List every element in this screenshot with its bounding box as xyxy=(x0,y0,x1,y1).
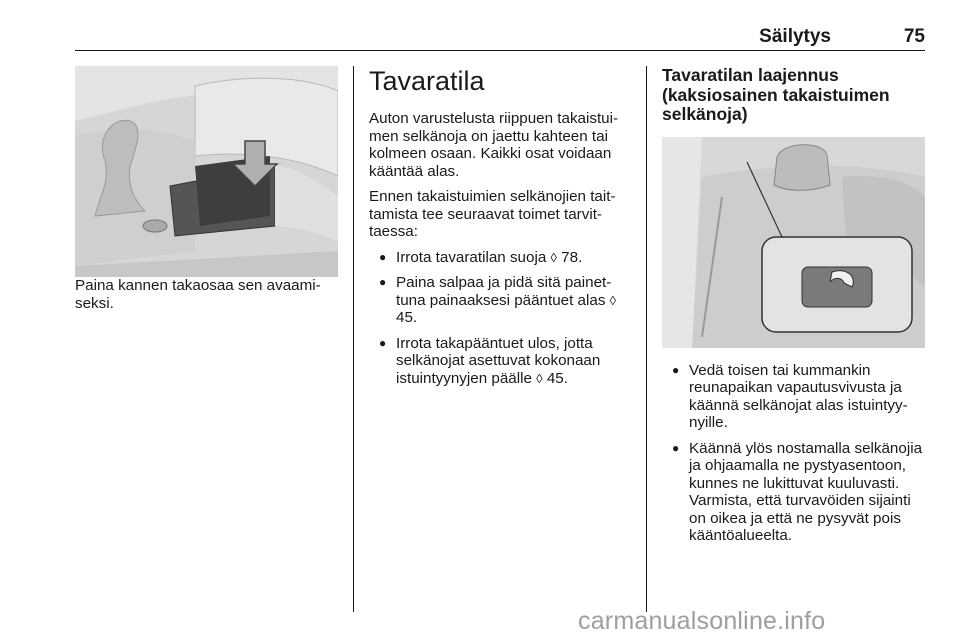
page-number: 75 xyxy=(903,26,925,47)
list-item xyxy=(369,249,633,267)
intro-paragraph: Auton varustelusta riippuen takaistuimen selkänoja on jaettu kahteen tai kolmeen osaan. Kaikki osat voidaan kääntää alas. xyxy=(369,110,619,180)
list-item-text: Käännä ylös nostamalla selkänojia ja ohjaamalla ne pystyasentoon, kunnes ne lukittuvat kuuluvasti. Varmista, että turvavöiden sijainti on oikea ja että ne pysyvät pois kääntöalueelta. xyxy=(689,439,923,544)
page-reference-icon: ◊ xyxy=(609,292,617,308)
bullet-icon: ● xyxy=(672,440,680,455)
header-rule xyxy=(75,50,925,51)
storage-compartment-illustration xyxy=(75,66,338,277)
page-reference-icon: ◊ xyxy=(536,370,543,386)
bullet-icon: ● xyxy=(379,275,387,289)
page-reference[interactable]: 45. xyxy=(396,309,418,326)
section-title: Tavaratila xyxy=(369,66,485,96)
bullet-icon: ● xyxy=(672,362,680,377)
page-reference[interactable]: 78. xyxy=(556,248,583,266)
list-item-text: Paina salpaa ja pidä sitä painettuna painaaksesi pääntuet alas xyxy=(396,274,612,309)
right-column xyxy=(662,66,926,553)
column-divider-1 xyxy=(353,66,354,612)
page-reference[interactable]: 45. xyxy=(542,369,568,387)
lead-paragraph: Ennen takaistuimien selkänojien taittamista tee seuraavat toimet tarvittaessa: xyxy=(369,188,616,240)
figure-caption: Paina kannen takaosaa sen avaamiseksi. xyxy=(75,277,321,312)
list-item xyxy=(662,362,926,432)
subsection-title: Tavaratilan laajennus (kaksiosainen takaistuimen selkänoja) xyxy=(662,65,890,124)
chapter-title: Säilytys xyxy=(759,26,831,47)
list-item-text: Irrota tavaratilan suoja xyxy=(396,248,547,266)
middle-column xyxy=(369,66,633,395)
column-divider-2 xyxy=(646,66,647,612)
list-item xyxy=(369,335,633,388)
instruction-list xyxy=(662,362,926,545)
preparation-list xyxy=(369,249,633,388)
list-item xyxy=(662,440,926,545)
list-item-text: Vedä toisen tai kummankin reunapaikan vapautusvivusta ja käännä selkänojat alas istuintyynyille. xyxy=(689,361,908,431)
seat-release-illustration xyxy=(662,137,925,348)
bullet-icon: ● xyxy=(379,249,387,264)
list-item-text: Irrota takapääntuet ulos, jotta selkänojat asettuvat kokonaan istuintyynyjen päälle xyxy=(396,334,601,387)
page-reference-icon: ◊ xyxy=(550,249,557,265)
watermark: carmanualsonline.info xyxy=(578,607,826,635)
list-item xyxy=(369,274,633,327)
page-header xyxy=(75,26,925,50)
left-column xyxy=(75,66,338,320)
bullet-icon: ● xyxy=(379,335,387,350)
